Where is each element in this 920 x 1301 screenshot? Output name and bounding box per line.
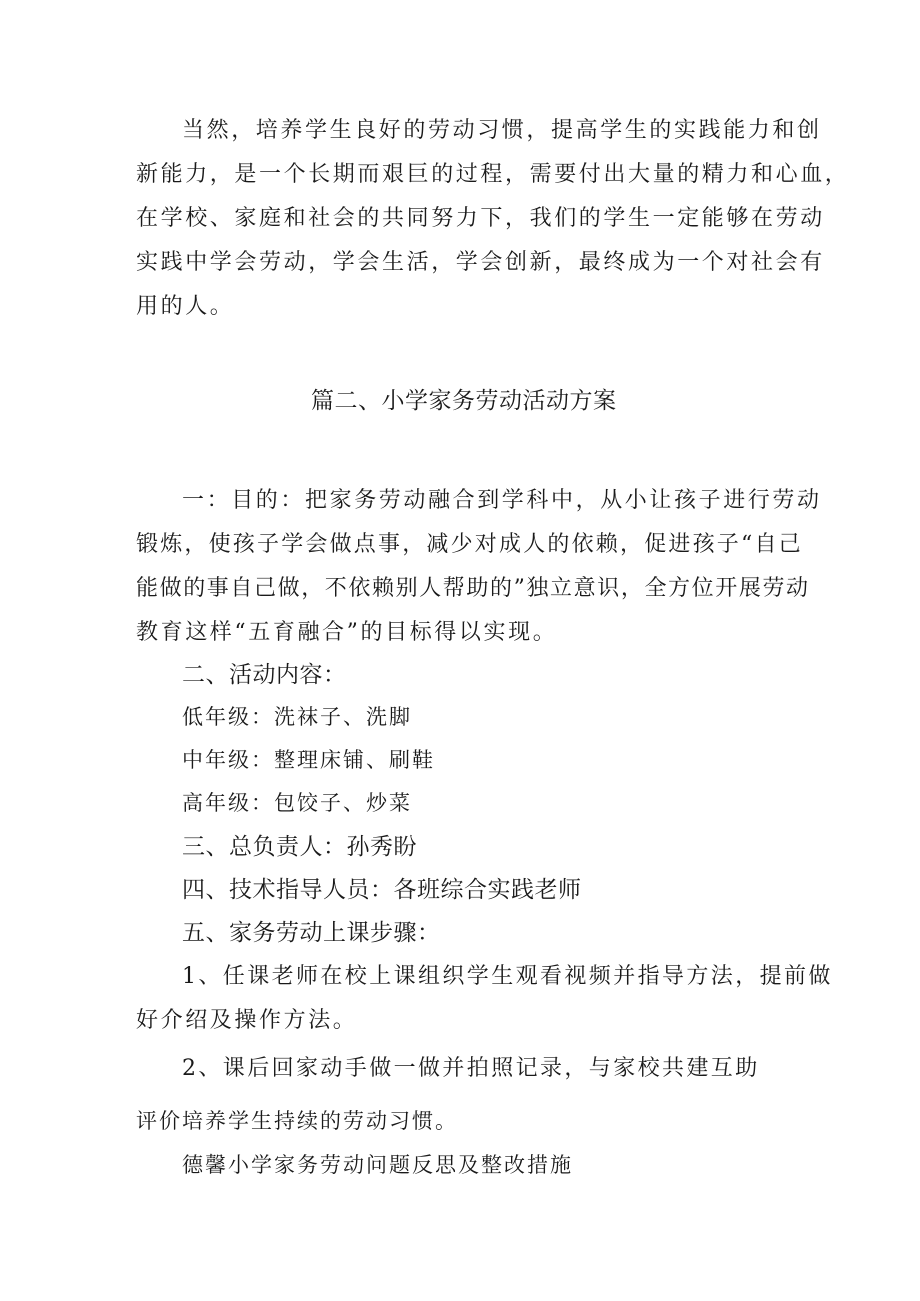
grade-item-high: 高年级：包饺子、炒菜 <box>182 791 412 815</box>
purpose-line-4: 教育这样“五育融合”的目标得以实现。 <box>136 620 558 645</box>
technical-guidance: 四、技术指导人员：各班综合实践老师 <box>182 877 582 903</box>
intro-line-5: 用的人。 <box>136 294 235 319</box>
step-1-line-2: 好介绍及操作方法。 <box>136 1008 358 1033</box>
grade-item-middle: 中年级：整理床铺、刷鞋 <box>182 748 435 772</box>
step-1-line-1: 1、任课老师在校上课组织学生观看视频并指导方法，提前做 <box>182 964 833 989</box>
purpose-line-1: 一：目的：把家务劳动融合到学科中，从小让孩子进行劳动 <box>182 488 822 513</box>
step-2-line-2: 评价培养学生持续的劳动习惯。 <box>136 1109 458 1133</box>
activity-content-heading: 二、活动内容： <box>182 662 347 688</box>
intro-line-4: 实践中学会劳动，学会生活，学会创新，最终成为一个对社会有 <box>136 250 825 275</box>
steps-heading: 五、家务劳动上课步骤： <box>182 920 441 946</box>
intro-line-2: 新能力，是一个长期而艰巨的过程，需要付出大量的精力和心血， <box>136 162 850 187</box>
section-title: 篇二、小学家务劳动活动方案 <box>311 388 617 414</box>
step-2-line-1: 2、课后回家动手做一做并拍照记录，与家校共建互助 <box>182 1056 760 1081</box>
grade-item-low: 低年级：洗袜子、洗脚 <box>182 705 412 729</box>
purpose-line-3: 能做的事自己做，不依赖别人帮助的”独立意识，全方位开展劳动 <box>136 576 810 601</box>
intro-line-3: 在学校、家庭和社会的共同努力下，我们的学生一定能够在劳动 <box>136 206 825 231</box>
responsible-person: 三、总负责人：孙秀盼 <box>182 834 417 860</box>
purpose-line-2: 锻炼，使孩子学会做点事，减少对成人的依赖，促进孩子“自己 <box>136 532 803 557</box>
closing-title: 德馨小学家务劳动问题反思及整改措施 <box>182 1153 573 1177</box>
intro-line-1: 当然，培养学生良好的劳动习惯，提高学生的实践能力和创 <box>182 118 822 143</box>
